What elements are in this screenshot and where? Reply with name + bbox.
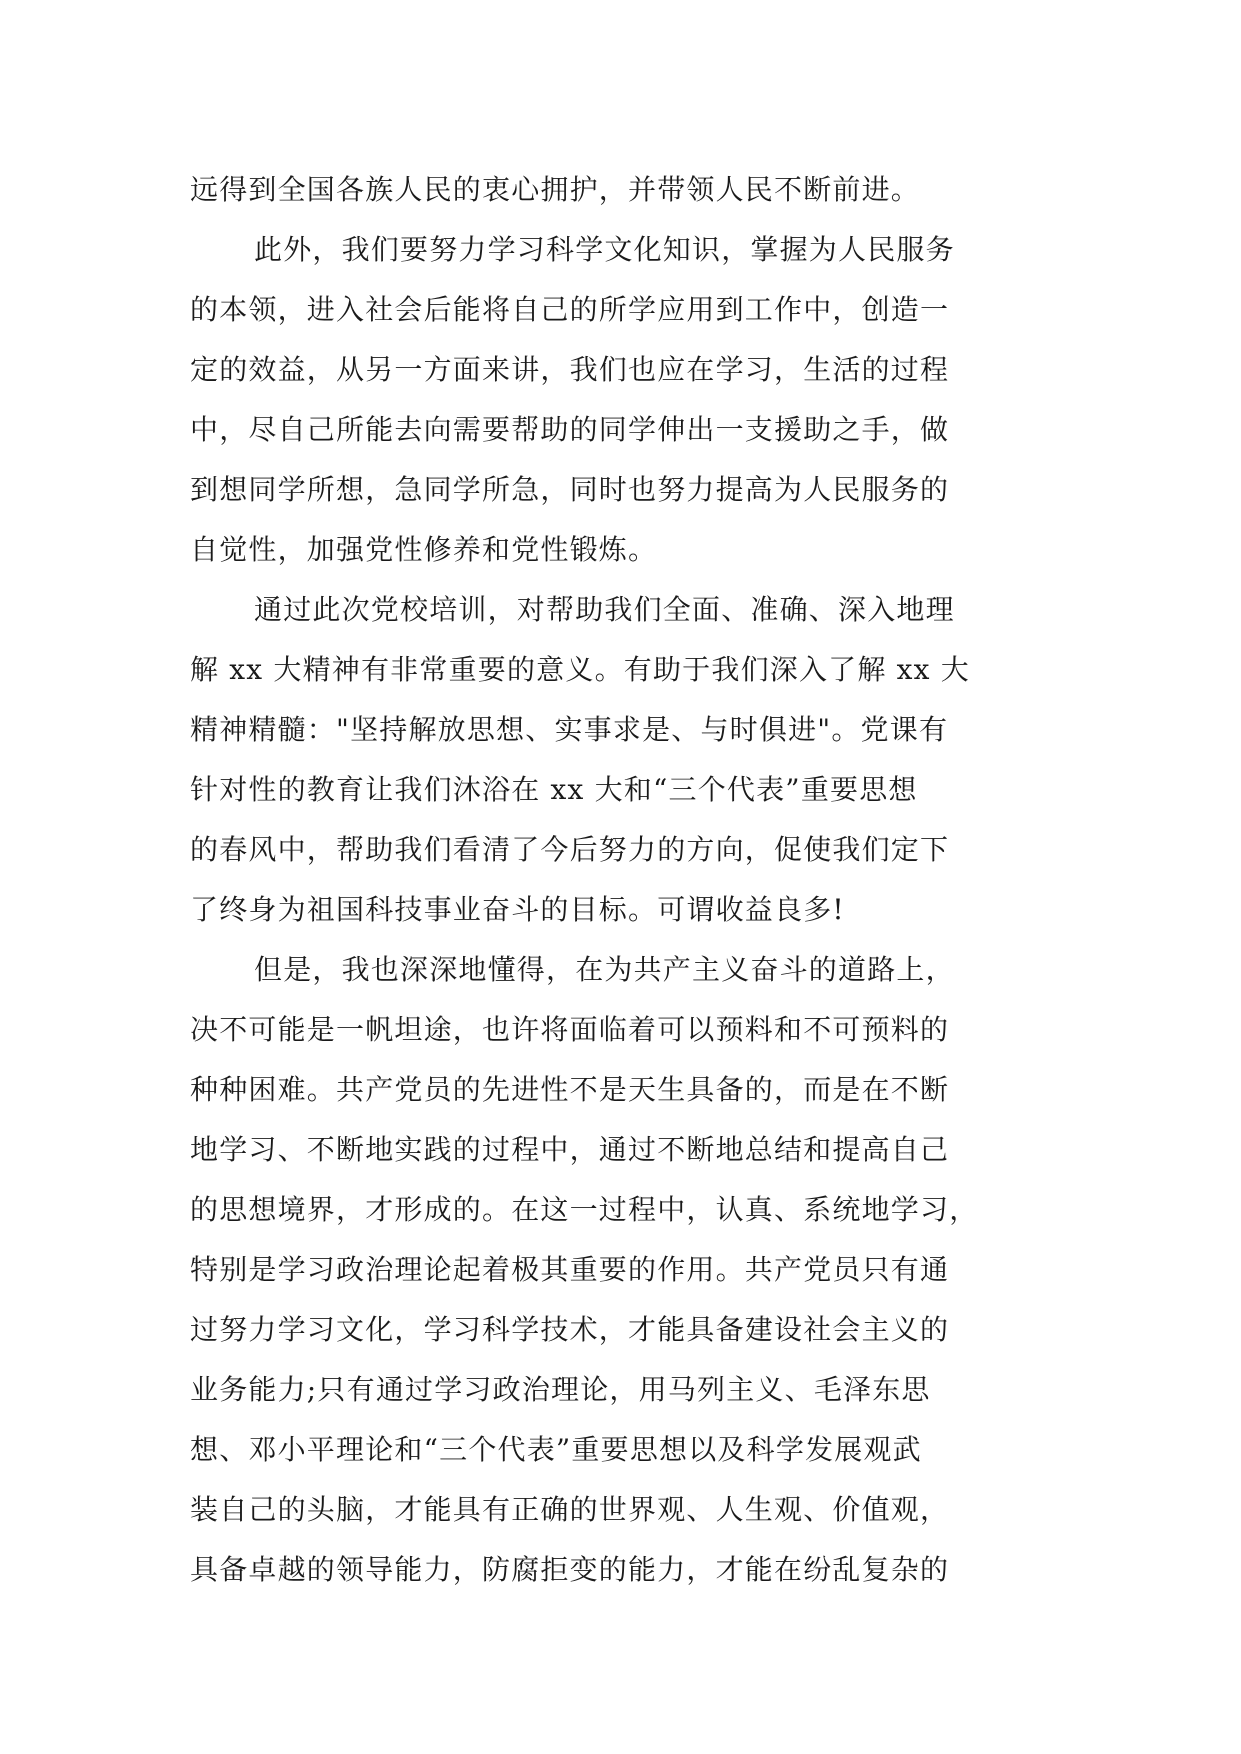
text-line: 想、邓小平理论和“三个代表”重要思想以及科学发展观武 [190, 1433, 922, 1466]
text-line: 过努力学习文化，学习科学技术，才能具备建设社会主义的 [190, 1313, 950, 1346]
text-line: 地学习、不断地实践的过程中，通过不断地总结和提高自己 [190, 1133, 950, 1166]
text-line: 远得到全国各族人民的衷心拥护，并带领人民不断前进。 [190, 173, 921, 206]
text-line: 的春风中，帮助我们看清了今后努力的方向，促使我们定下 [190, 833, 950, 866]
text-line: 种种困难。共产党员的先进性不是天生具备的，而是在不断 [190, 1073, 950, 1106]
paragraph-start-line: 但是，我也深深地懂得，在为共产主义奋斗的道路上， [254, 953, 955, 986]
paragraph-start-line: 此外，我们要努力学习科学文化知识，掌握为人民服务 [254, 233, 955, 266]
text-line: 的思想境界，才形成的。在这一过程中，认真、系统地学习， [190, 1193, 979, 1226]
text-line: 精神精髓："坚持解放思想、实事求是、与时俱进"。党课有 [190, 713, 949, 746]
body-text [190, 160, 1050, 1600]
text-line: 解 xx 大精神有非常重要的意义。有助于我们深入了解 xx 大 [190, 653, 970, 686]
text-line: 装自己的头脑，才能具有正确的世界观、人生观、价值观， [190, 1493, 950, 1526]
text-line: 定的效益，从另一方面来讲，我们也应在学习，生活的过程 [190, 353, 950, 386]
text-line: 中，尽自己所能去向需要帮助的同学伸出一支援助之手，做 [190, 413, 950, 446]
text-line: 业务能力;只有通过学习政治理论，用马列主义、毛泽东思 [190, 1373, 931, 1406]
text-line: 具备卓越的领导能力，防腐拒变的能力，才能在纷乱复杂的 [190, 1553, 950, 1586]
text-line: 针对性的教育让我们沐浴在 xx 大和“三个代表”重要思想 [190, 773, 918, 806]
text-line: 自觉性，加强党性修养和党性锻炼。 [190, 533, 658, 566]
text-line: 到想同学所想，急同学所急，同时也努力提高为人民服务的 [190, 473, 950, 506]
paragraph-start-line: 通过此次党校培训，对帮助我们全面、准确、深入地理 [254, 593, 955, 626]
text-line: 了终身为祖国科技事业奋斗的目标。可谓收益良多! [190, 893, 845, 926]
text-line: 决不可能是一帆坦途，也许将面临着可以预料和不可预料的 [190, 1013, 950, 1046]
text-line: 的本领，进入社会后能将自己的所学应用到工作中，创造一 [190, 293, 950, 326]
text-line: 特别是学习政治理论起着极其重要的作用。共产党员只有通 [190, 1253, 950, 1286]
